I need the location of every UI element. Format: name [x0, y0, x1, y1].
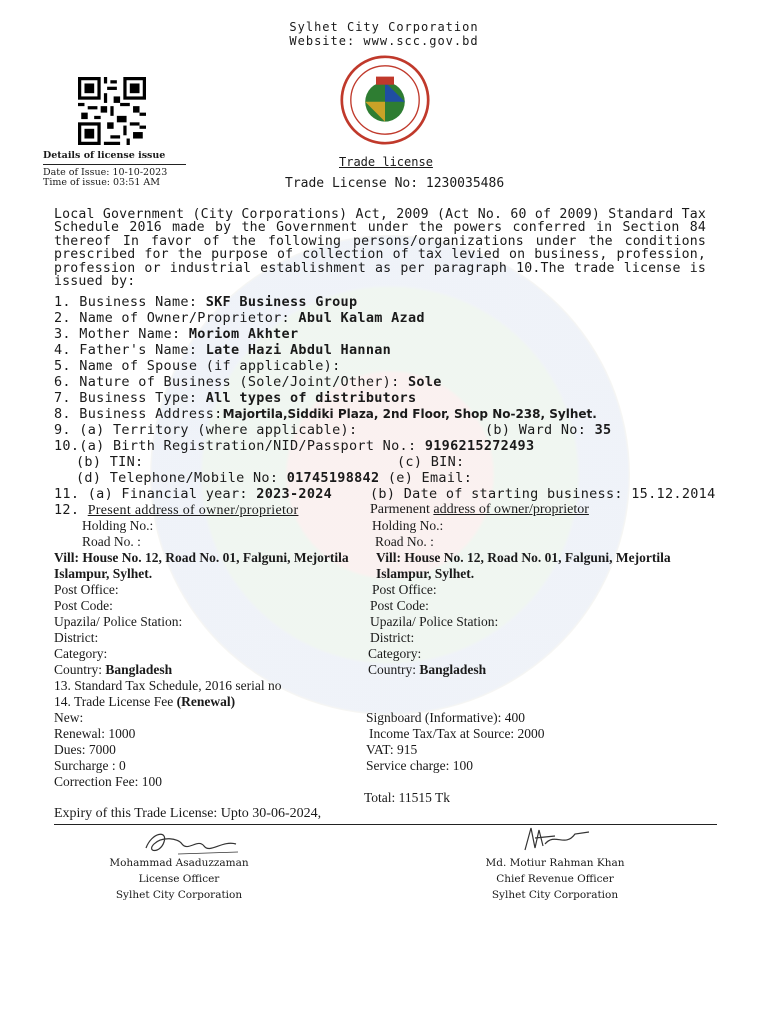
value: Late Hazi Abdul Hannan [205, 342, 392, 358]
fee-total: Total: 11515 Tk [364, 790, 451, 805]
value: Bangladesh [419, 662, 487, 677]
signatory-name: Mohammad Asaduzzaman [109, 857, 249, 869]
fee-signboard: Signboard (Informative): 400 [366, 710, 525, 725]
field-business-name [54, 294, 357, 310]
label: Country: [54, 662, 106, 677]
label: 11. (a) Financial year: [54, 486, 257, 502]
present-category: Category: [54, 646, 108, 661]
field-tin: (b) TIN: [76, 454, 144, 470]
right-signature-icon [515, 822, 595, 858]
permanent-road: Road No. : [375, 534, 434, 549]
field-spouse: 5. Name of Spouse (if applicable): [54, 358, 341, 374]
field-territory: 9. (a) Territory (where applicable): [54, 422, 358, 438]
field-nid [54, 438, 534, 454]
field-ward [485, 422, 611, 438]
signatory-role: Chief Revenue Officer [496, 873, 614, 885]
present-address-title: Present address of owner/proprietor [87, 503, 299, 518]
field-business-type [54, 390, 416, 406]
present-country [54, 662, 172, 678]
field-address [54, 406, 597, 422]
website: Website: www.scc.gov.bd [289, 34, 479, 48]
right-signatory [445, 855, 665, 903]
permanent-category: Category: [368, 646, 422, 661]
field-phone [76, 470, 472, 486]
label: 1. Business Name: [54, 294, 206, 310]
label: 7. Business Type: [54, 390, 206, 406]
label: 6. Nature of Business (Sole/Joint/Other): [54, 374, 408, 390]
fee-dues: Dues: 7000 [54, 742, 116, 757]
field-nature [54, 374, 442, 390]
permanent-district: District: [370, 630, 415, 645]
present-upazila: Upazila/ Police Station: [54, 614, 183, 629]
tax-schedule-serial: 13. Standard Tax Schedule, 2016 serial no [54, 678, 282, 693]
label: 2. Name of Owner/Proprietor: [54, 310, 299, 326]
left-signatory [69, 855, 289, 903]
issue-divider [43, 164, 186, 165]
expiry-date: Expiry of this Trade License: Upto 30-06-2024, [54, 806, 322, 821]
org-name: Sylhet City Corporation [289, 20, 479, 34]
field-mother [54, 326, 298, 342]
value: Moriom Akhter [188, 326, 299, 342]
fee-correction: Correction Fee: 100 [54, 774, 162, 789]
permanent-upazila: Upazila/ Police Station: [370, 614, 499, 629]
email-label: (e) Email: [379, 470, 473, 486]
fee-renewal: Renewal: 1000 [54, 726, 136, 741]
present-post-office: Post Office: [54, 582, 119, 597]
label: Country: [368, 662, 420, 677]
field-address-titles [54, 502, 298, 519]
present-road: Road No. : [82, 534, 141, 549]
label: 10.(a) Birth Registration/NID/Passport No.: [54, 438, 425, 454]
value: (Renewal) [176, 694, 236, 709]
qr-code-icon [78, 77, 146, 145]
label: 14. Trade License Fee [54, 694, 177, 709]
label: 8. Business Address: [54, 406, 223, 422]
fee-new: New: [54, 710, 84, 725]
label: (b) Ward No: [485, 422, 595, 438]
permanent-country [368, 662, 486, 678]
field-start-date: (b) Date of starting business: 15.12.2014 [370, 486, 716, 502]
signatory-org: Sylhet City Corporation [491, 889, 619, 901]
issue-details-label: Details of license issue [43, 150, 166, 161]
present-holding: Holding No.: [82, 518, 154, 533]
date-of-issue: Date of Issue: 10-10-2023 [43, 167, 168, 178]
value: All types of distributors [205, 390, 417, 406]
permanent-vill-line1: Vill: House No. 12, Road No. 01, Falguni, Mejortila [376, 550, 671, 565]
present-vill-line1: Vill: House No. 12, Road No. 01, Falguni, Mejortila [54, 550, 349, 565]
label: 4. Father's Name: [54, 342, 206, 358]
label: 3. Mother Name: [54, 326, 189, 342]
value: 9196215272493 [424, 438, 535, 454]
signatory-org: Sylhet City Corporation [115, 889, 243, 901]
permanent-holding: Holding No.: [372, 518, 444, 533]
value: 01745198842 [286, 470, 380, 486]
value: Majortila,Siddiki Plaza, 2nd Floor, Shop No-238, Sylhet. [222, 407, 597, 421]
permanent-address-title [370, 502, 589, 518]
signatory-role: License Officer [138, 873, 220, 885]
value: Abul Kalam Azad [298, 310, 425, 326]
permanent-vill-line2: Islampur, Sylhet. [376, 566, 475, 581]
present-post-code: Post Code: [54, 598, 113, 613]
license-number: Trade License No: 1230035486 [285, 176, 505, 191]
present-district: District: [54, 630, 99, 645]
signatory-name: Md. Motiur Rahman Khan [485, 857, 625, 869]
present-vill-line2: Islampur, Sylhet. [54, 566, 153, 581]
value: Sole [407, 374, 442, 390]
value: 2023-2024 [256, 486, 333, 502]
doc-title: Trade license [339, 155, 433, 169]
field-bin: (c) BIN: [397, 454, 465, 470]
fee-vat: VAT: 915 [366, 742, 418, 757]
value: address of owner/proprietor [433, 502, 589, 517]
label: Parmenent [370, 502, 434, 517]
permanent-post-office: Post Office: [372, 582, 437, 597]
scc-seal-logo [340, 55, 430, 145]
intro-paragraph: Local Government (City Corporations) Act, 2009 (Act No. 60 of 2009) Standard Tax Schedule 2016 made by the Government under the powers conferred in Section 84 thereof In favor of the following persons/organizations under the conditions prescribed for the purpose of collection of tax levied on business, profession, profession or industrial establishment as per paragraph 10.The trade license is issued by: [54, 207, 706, 290]
label: (d) Telephone/Mobile No: [76, 470, 287, 486]
field-owner [54, 310, 425, 326]
time-of-issue: Time of issue: 03:51 AM [43, 177, 161, 188]
permanent-post-code: Post Code: [370, 598, 429, 613]
fee-service: Service charge: 100 [366, 758, 473, 773]
field-father [54, 342, 391, 358]
field-financial-year [54, 486, 332, 502]
value: 35 [594, 422, 612, 438]
fee-income-tax: Income Tax/Tax at Source: 2000 [369, 726, 545, 741]
trade-license-fee [54, 694, 235, 710]
label: 12. [54, 502, 88, 518]
value: SKF Business Group [205, 294, 358, 310]
fee-surcharge: Surcharge : 0 [54, 758, 126, 773]
value: Bangladesh [105, 662, 173, 677]
